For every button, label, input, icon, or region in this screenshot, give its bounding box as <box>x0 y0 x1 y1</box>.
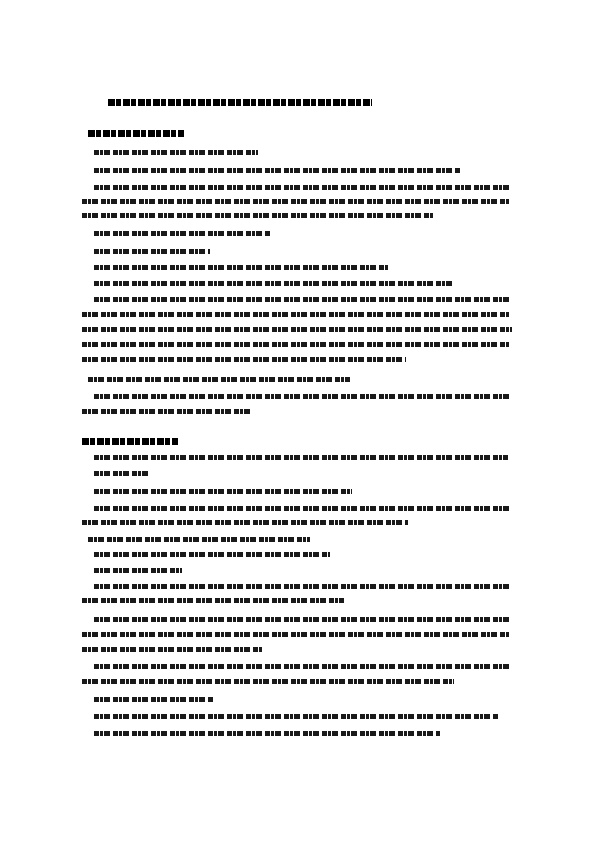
text-line <box>94 489 352 494</box>
section-heading <box>82 438 178 445</box>
text-line <box>94 249 210 254</box>
text-line <box>94 297 510 302</box>
text-line <box>82 520 408 525</box>
text-line <box>94 664 510 669</box>
text-line <box>94 281 454 286</box>
text-line <box>94 150 258 155</box>
text-line <box>82 312 510 317</box>
text-line <box>94 568 182 573</box>
document-title <box>108 99 372 106</box>
text-line <box>94 265 388 270</box>
text-line <box>94 455 508 460</box>
text-line <box>94 185 510 190</box>
text-line <box>88 537 310 542</box>
text-line <box>82 598 344 603</box>
text-line <box>94 731 440 736</box>
text-line <box>82 647 262 652</box>
text-line <box>94 697 214 702</box>
text-line <box>94 506 510 511</box>
text-line <box>88 377 350 382</box>
text-line <box>82 199 510 204</box>
text-line <box>94 584 510 589</box>
text-line <box>94 231 270 236</box>
text-line <box>94 617 510 622</box>
text-line <box>82 357 406 362</box>
text-line <box>94 168 460 173</box>
text-line <box>94 714 498 719</box>
text-line <box>94 471 150 476</box>
text-line <box>82 342 510 347</box>
text-line <box>82 327 512 332</box>
text-line <box>94 394 510 399</box>
text-line <box>82 679 454 684</box>
section-heading <box>88 130 184 137</box>
text-line <box>82 213 434 218</box>
text-line <box>94 552 330 557</box>
text-line <box>82 632 510 637</box>
text-line <box>82 409 252 414</box>
